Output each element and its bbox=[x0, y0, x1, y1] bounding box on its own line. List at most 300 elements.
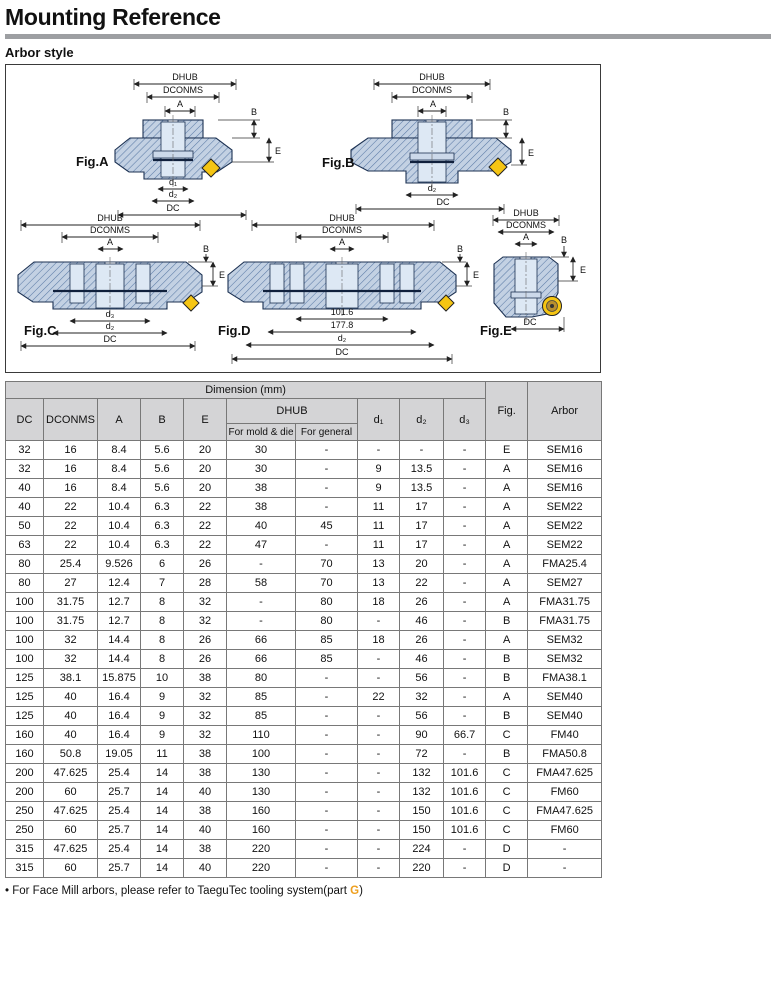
table-cell: 63 bbox=[6, 536, 44, 555]
page-title: Mounting Reference bbox=[5, 4, 221, 30]
table-cell: - bbox=[296, 688, 358, 707]
table-cell: 25.7 bbox=[98, 783, 141, 802]
table-cell: 40 bbox=[44, 688, 98, 707]
table-cell: 58 bbox=[227, 574, 296, 593]
table-cell: C bbox=[486, 783, 528, 802]
table-cell: 32 bbox=[6, 441, 44, 460]
table-cell: 70 bbox=[296, 555, 358, 574]
table-cell: 32 bbox=[44, 650, 98, 669]
table-cell: A bbox=[486, 517, 528, 536]
table-cell: D bbox=[486, 859, 528, 878]
header-mold-die: For mold & die bbox=[227, 424, 296, 441]
table-cell: 22 bbox=[400, 574, 444, 593]
header-d1: d₁ bbox=[358, 399, 400, 441]
table-cell: SEM16 bbox=[528, 441, 602, 460]
table-cell: FMA31.75 bbox=[528, 612, 602, 631]
table-cell: 150 bbox=[400, 802, 444, 821]
table-cell: 66 bbox=[227, 631, 296, 650]
dim-label: DHUB bbox=[97, 213, 123, 223]
figure-label: Fig.B bbox=[322, 155, 355, 170]
table-cell: 150 bbox=[400, 821, 444, 840]
table-cell: 14 bbox=[141, 783, 184, 802]
table-cell: 100 bbox=[227, 745, 296, 764]
dim-label: B bbox=[250, 107, 258, 117]
table-cell: FMA38.1 bbox=[528, 669, 602, 688]
table-cell: 6 bbox=[141, 555, 184, 574]
table-cell: - bbox=[444, 859, 486, 878]
table-cell: 220 bbox=[400, 859, 444, 878]
dim-label: DC bbox=[523, 317, 537, 327]
figure-b bbox=[322, 72, 534, 214]
table-cell: 220 bbox=[227, 840, 296, 859]
table-cell: 11 bbox=[358, 536, 400, 555]
header-dc: DC bbox=[6, 399, 44, 441]
table-cell: 17 bbox=[400, 517, 444, 536]
table-cell: 125 bbox=[6, 688, 44, 707]
table-cell: - bbox=[444, 612, 486, 631]
table-row bbox=[6, 441, 602, 460]
footnote-suffix: ) bbox=[359, 885, 363, 897]
table-cell: 32 bbox=[184, 688, 227, 707]
dim-label: E bbox=[472, 270, 480, 280]
table-cell: 11 bbox=[358, 517, 400, 536]
table-cell: 5.6 bbox=[141, 441, 184, 460]
table-cell: SEM32 bbox=[528, 650, 602, 669]
table-cell: 10.4 bbox=[98, 536, 141, 555]
table-cell: 22 bbox=[184, 517, 227, 536]
table-cell: - bbox=[296, 764, 358, 783]
table-cell: 14 bbox=[141, 859, 184, 878]
table-cell: 101.6 bbox=[444, 783, 486, 802]
table-cell: - bbox=[444, 460, 486, 479]
table-cell: 38 bbox=[184, 764, 227, 783]
table-cell: - bbox=[227, 555, 296, 574]
table-cell: 18 bbox=[358, 631, 400, 650]
table-cell: 8 bbox=[141, 650, 184, 669]
table-cell: 8 bbox=[141, 612, 184, 631]
table-row bbox=[6, 783, 602, 802]
dim-label: d₂ bbox=[105, 321, 115, 331]
table-cell: D bbox=[486, 840, 528, 859]
table-cell: 10.4 bbox=[98, 517, 141, 536]
dim-label: DC bbox=[166, 203, 180, 213]
footnote-bullet-icon: • bbox=[5, 885, 10, 897]
table-cell: 25.4 bbox=[98, 840, 141, 859]
table-cell: 14 bbox=[141, 840, 184, 859]
title-divider bbox=[5, 34, 771, 39]
dim-label: E bbox=[218, 270, 226, 280]
table-row bbox=[6, 821, 602, 840]
table-cell: 130 bbox=[227, 764, 296, 783]
table-cell: 100 bbox=[6, 631, 44, 650]
dim-label: DHUB bbox=[419, 72, 445, 82]
table-cell: 101.6 bbox=[444, 802, 486, 821]
table-cell: - bbox=[296, 669, 358, 688]
dim-label: d₂ bbox=[168, 189, 178, 199]
table-cell: 85 bbox=[296, 631, 358, 650]
header-d2: d₂ bbox=[400, 399, 444, 441]
table-cell: 80 bbox=[296, 593, 358, 612]
table-cell: SEM40 bbox=[528, 707, 602, 726]
table-cell: 14 bbox=[141, 764, 184, 783]
table-cell: 14 bbox=[141, 821, 184, 840]
header-arbor: Arbor bbox=[528, 382, 602, 441]
table-cell: 85 bbox=[227, 707, 296, 726]
table-row bbox=[6, 764, 602, 783]
table-cell: 32 bbox=[184, 593, 227, 612]
table-cell: 8 bbox=[141, 631, 184, 650]
table-cell: - bbox=[444, 536, 486, 555]
table-cell: 60 bbox=[44, 783, 98, 802]
table-cell: - bbox=[358, 612, 400, 631]
table-cell: FMA47.625 bbox=[528, 764, 602, 783]
table-cell: C bbox=[486, 726, 528, 745]
dim-label: d₂ bbox=[337, 333, 347, 343]
table-cell: 38 bbox=[184, 840, 227, 859]
footnote-part-mark: G bbox=[350, 885, 360, 897]
table-cell: A bbox=[486, 631, 528, 650]
table-cell: - bbox=[358, 650, 400, 669]
table-cell: A bbox=[486, 479, 528, 498]
table-cell: 17 bbox=[400, 536, 444, 555]
table-cell: - bbox=[227, 612, 296, 631]
table-row bbox=[6, 707, 602, 726]
table-cell: 130 bbox=[227, 783, 296, 802]
table-cell: C bbox=[486, 764, 528, 783]
table-cell: 9 bbox=[141, 726, 184, 745]
table-cell: 47.625 bbox=[44, 802, 98, 821]
table-cell: 40 bbox=[227, 517, 296, 536]
table-cell: 15.875 bbox=[98, 669, 141, 688]
table-cell: 16.4 bbox=[98, 726, 141, 745]
table-cell: 14 bbox=[141, 802, 184, 821]
table-cell: 16 bbox=[44, 441, 98, 460]
table-cell: - bbox=[358, 802, 400, 821]
table-cell: 26 bbox=[184, 650, 227, 669]
dim-label: DCONMS bbox=[90, 225, 130, 235]
table-cell: 25.4 bbox=[98, 764, 141, 783]
header-b: B bbox=[141, 399, 184, 441]
table-cell: SEM27 bbox=[528, 574, 602, 593]
dim-label: B bbox=[502, 107, 510, 117]
table-row bbox=[6, 593, 602, 612]
table-cell: 40 bbox=[6, 479, 44, 498]
table-cell: - bbox=[444, 517, 486, 536]
dim-label: DCONMS bbox=[506, 220, 546, 230]
table-cell: 28 bbox=[184, 574, 227, 593]
table-cell: - bbox=[296, 460, 358, 479]
table-cell: 160 bbox=[227, 821, 296, 840]
dim-label: DHUB bbox=[172, 72, 198, 82]
table-cell: A bbox=[486, 460, 528, 479]
table-cell: 32 bbox=[184, 726, 227, 745]
table-cell: A bbox=[486, 498, 528, 517]
header-dimension-group: Dimension (mm) bbox=[6, 382, 486, 399]
table-cell: 50.8 bbox=[44, 745, 98, 764]
table-cell: - bbox=[528, 859, 602, 878]
table-cell: 101.6 bbox=[444, 821, 486, 840]
table-cell: 70 bbox=[296, 574, 358, 593]
dim-label: E bbox=[527, 148, 535, 158]
table-cell: 17 bbox=[400, 498, 444, 517]
dim-label: A bbox=[522, 232, 530, 242]
table-cell: A bbox=[486, 688, 528, 707]
table-cell: 220 bbox=[227, 859, 296, 878]
table-cell: 132 bbox=[400, 783, 444, 802]
table-cell: 25.4 bbox=[44, 555, 98, 574]
table-cell: 9 bbox=[141, 707, 184, 726]
table-row bbox=[6, 460, 602, 479]
table-cell: - bbox=[296, 840, 358, 859]
dim-label: d₃ bbox=[105, 309, 115, 319]
table-cell: 315 bbox=[6, 859, 44, 878]
table-cell: A bbox=[486, 574, 528, 593]
table-row bbox=[6, 631, 602, 650]
table-cell: 100 bbox=[6, 650, 44, 669]
table-cell: 20 bbox=[184, 441, 227, 460]
footnote-text: For Face Mill arbors, please refer to TaeguTec tooling system(part bbox=[12, 885, 351, 897]
table-cell: 16 bbox=[44, 460, 98, 479]
table-cell: 72 bbox=[400, 745, 444, 764]
dim-label: B bbox=[202, 244, 210, 254]
dim-label: E bbox=[579, 265, 587, 275]
dim-label: DCONMS bbox=[322, 225, 362, 235]
dim-label: DC bbox=[436, 197, 450, 207]
table-cell: 100 bbox=[6, 593, 44, 612]
table-cell: 14.4 bbox=[98, 631, 141, 650]
table-cell: 125 bbox=[6, 707, 44, 726]
table-cell: 80 bbox=[6, 555, 44, 574]
table-cell: 26 bbox=[184, 631, 227, 650]
table-cell: 26 bbox=[400, 631, 444, 650]
table-cell: 66.7 bbox=[444, 726, 486, 745]
table-cell: 30 bbox=[227, 460, 296, 479]
table-cell: - bbox=[444, 745, 486, 764]
table-cell: 13.5 bbox=[400, 479, 444, 498]
table-cell: 8.4 bbox=[98, 441, 141, 460]
table-cell: 5.6 bbox=[141, 479, 184, 498]
table-cell: - bbox=[358, 783, 400, 802]
table-cell: - bbox=[358, 441, 400, 460]
table-cell: - bbox=[444, 840, 486, 859]
table-row bbox=[6, 650, 602, 669]
table-cell: - bbox=[358, 669, 400, 688]
table-cell: 22 bbox=[184, 536, 227, 555]
table-row bbox=[6, 612, 602, 631]
table-row bbox=[6, 555, 602, 574]
table-cell: A bbox=[486, 593, 528, 612]
table-cell: 12.7 bbox=[98, 612, 141, 631]
table-cell: B bbox=[486, 745, 528, 764]
table-cell: 6.3 bbox=[141, 536, 184, 555]
table-cell: - bbox=[296, 479, 358, 498]
table-cell: - bbox=[358, 859, 400, 878]
table-cell: 46 bbox=[400, 650, 444, 669]
table-cell: - bbox=[296, 498, 358, 517]
table-cell: - bbox=[444, 688, 486, 707]
table-cell: - bbox=[444, 479, 486, 498]
table-cell: 32 bbox=[44, 631, 98, 650]
table-row bbox=[6, 574, 602, 593]
table-cell: 60 bbox=[44, 821, 98, 840]
dim-label: DHUB bbox=[513, 208, 539, 218]
table-cell: 38 bbox=[184, 745, 227, 764]
table-cell: - bbox=[296, 441, 358, 460]
table-cell: 8.4 bbox=[98, 460, 141, 479]
header-dconms: DCONMS bbox=[44, 399, 98, 441]
table-cell: 26 bbox=[400, 593, 444, 612]
table-cell: B bbox=[486, 707, 528, 726]
table-cell: 38 bbox=[184, 802, 227, 821]
table-cell: B bbox=[486, 650, 528, 669]
table-cell: SEM22 bbox=[528, 498, 602, 517]
dim-label: 101.6 bbox=[330, 307, 354, 317]
table-cell: SEM22 bbox=[528, 536, 602, 555]
table-cell: B bbox=[486, 612, 528, 631]
table-cell: - bbox=[444, 498, 486, 517]
table-cell: 38.1 bbox=[44, 669, 98, 688]
table-row bbox=[6, 859, 602, 878]
table-cell: FM60 bbox=[528, 821, 602, 840]
table-cell: 10 bbox=[141, 669, 184, 688]
table-cell: 27 bbox=[44, 574, 98, 593]
table-cell: 22 bbox=[44, 517, 98, 536]
table-cell: FMA25.4 bbox=[528, 555, 602, 574]
table-row bbox=[6, 802, 602, 821]
table-cell: - bbox=[296, 821, 358, 840]
table-cell: - bbox=[444, 593, 486, 612]
table-body bbox=[6, 441, 602, 878]
table-cell: 16.4 bbox=[98, 707, 141, 726]
table-cell: 25.4 bbox=[98, 802, 141, 821]
table-cell: 47 bbox=[227, 536, 296, 555]
table-cell: 50 bbox=[6, 517, 44, 536]
table-cell: 38 bbox=[227, 479, 296, 498]
table-cell: 200 bbox=[6, 764, 44, 783]
table-cell: - bbox=[296, 726, 358, 745]
arbor-style-diagram bbox=[6, 65, 600, 372]
table-row bbox=[6, 669, 602, 688]
footnote bbox=[5, 885, 771, 897]
table-cell: - bbox=[444, 707, 486, 726]
table-cell: 19.05 bbox=[98, 745, 141, 764]
table-cell: C bbox=[486, 821, 528, 840]
table-cell: 38 bbox=[184, 669, 227, 688]
table-cell: 13 bbox=[358, 555, 400, 574]
dimension-table bbox=[5, 381, 602, 878]
table-cell: 40 bbox=[184, 859, 227, 878]
table-cell: 10.4 bbox=[98, 498, 141, 517]
table-cell: 38 bbox=[227, 498, 296, 517]
table-cell: 80 bbox=[227, 669, 296, 688]
table-cell: 31.75 bbox=[44, 593, 98, 612]
table-cell: 11 bbox=[358, 498, 400, 517]
table-cell: 22 bbox=[184, 498, 227, 517]
table-cell: 125 bbox=[6, 669, 44, 688]
table-cell: 160 bbox=[6, 726, 44, 745]
header-a: A bbox=[98, 399, 141, 441]
table-cell: - bbox=[444, 574, 486, 593]
table-cell: 14.4 bbox=[98, 650, 141, 669]
table-cell: SEM16 bbox=[528, 479, 602, 498]
table-row bbox=[6, 498, 602, 517]
table-cell: 56 bbox=[400, 707, 444, 726]
table-cell: 47.625 bbox=[44, 764, 98, 783]
table-row bbox=[6, 726, 602, 745]
table-cell: - bbox=[296, 859, 358, 878]
table-cell: 32 bbox=[184, 612, 227, 631]
table-cell: 9 bbox=[358, 479, 400, 498]
table-cell: 40 bbox=[6, 498, 44, 517]
dim-label: DC bbox=[103, 334, 117, 344]
header-general: For general bbox=[296, 424, 358, 441]
table-cell: 101.6 bbox=[444, 764, 486, 783]
table-row bbox=[6, 517, 602, 536]
table-cell: E bbox=[486, 441, 528, 460]
table-cell: 56 bbox=[400, 669, 444, 688]
table-cell: 5.6 bbox=[141, 460, 184, 479]
table-cell: - bbox=[358, 840, 400, 859]
table-cell: - bbox=[227, 593, 296, 612]
table-cell: 30 bbox=[227, 441, 296, 460]
table-cell: 25.7 bbox=[98, 821, 141, 840]
dim-label: B bbox=[560, 235, 568, 245]
table-cell: 31.75 bbox=[44, 612, 98, 631]
figure-c bbox=[18, 213, 225, 351]
table-cell: 85 bbox=[227, 688, 296, 707]
dim-label: 177.8 bbox=[330, 320, 354, 330]
table-cell: 20 bbox=[400, 555, 444, 574]
figure-e bbox=[480, 208, 586, 338]
table-cell: 9 bbox=[358, 460, 400, 479]
table-cell: 110 bbox=[227, 726, 296, 745]
table-cell: 22 bbox=[358, 688, 400, 707]
table-cell: 66 bbox=[227, 650, 296, 669]
table-cell: 25.7 bbox=[98, 859, 141, 878]
table-cell: 6.3 bbox=[141, 498, 184, 517]
table-cell: - bbox=[444, 441, 486, 460]
table-cell: 90 bbox=[400, 726, 444, 745]
table-cell: - bbox=[358, 707, 400, 726]
arbor-style-diagram-box bbox=[5, 64, 601, 373]
table-cell: 16 bbox=[44, 479, 98, 498]
table-cell: FMA50.8 bbox=[528, 745, 602, 764]
header-e: E bbox=[184, 399, 227, 441]
table-cell: FMA31.75 bbox=[528, 593, 602, 612]
dim-label: DHUB bbox=[329, 213, 355, 223]
table-cell: 7 bbox=[141, 574, 184, 593]
table-cell: - bbox=[296, 745, 358, 764]
table-cell: - bbox=[358, 764, 400, 783]
table-cell: - bbox=[444, 669, 486, 688]
table-cell: - bbox=[296, 802, 358, 821]
table-cell: SEM32 bbox=[528, 631, 602, 650]
header-fig: Fig. bbox=[486, 382, 528, 441]
table-cell: 20 bbox=[184, 460, 227, 479]
table-cell: 8.4 bbox=[98, 479, 141, 498]
dim-label: A bbox=[338, 237, 346, 247]
table-cell: 315 bbox=[6, 840, 44, 859]
table-cell: 46 bbox=[400, 612, 444, 631]
dim-label: A bbox=[429, 99, 437, 109]
insert-screw-center-icon bbox=[550, 304, 554, 308]
table-row bbox=[6, 479, 602, 498]
table-cell: - bbox=[444, 650, 486, 669]
table-cell: - bbox=[528, 840, 602, 859]
table-cell: - bbox=[400, 441, 444, 460]
table-cell: 12.4 bbox=[98, 574, 141, 593]
table-cell: 160 bbox=[227, 802, 296, 821]
